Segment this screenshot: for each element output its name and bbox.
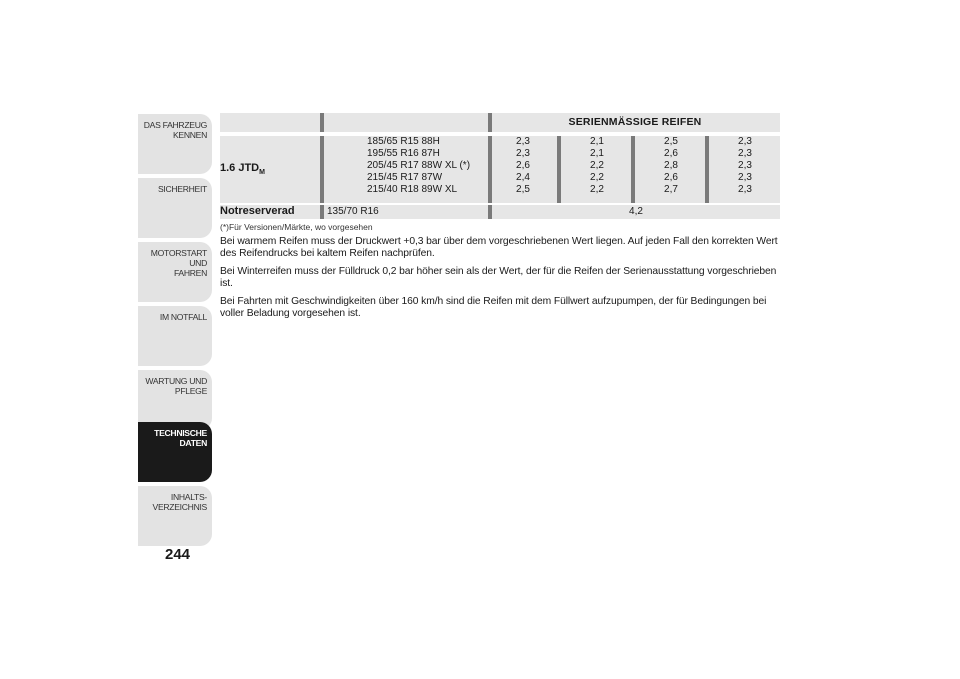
paragraph-winter-tyres: Bei Winterreifen muss der Fülldruck 0,2 bar höher sein als der Wert, der für die Reifen der Serienausstattung vorgeschrieben ist. bbox=[220, 266, 777, 289]
paragraph-warm-tyres: Bei warmem Reifen muss der Druckwert +0,3 bar über dem vorgeschriebenen Wert liegen. Auf jeden Fall den korrekten Wert des Reifendrucks bei kaltem Reifen nachprüfen. bbox=[220, 236, 778, 259]
tab-das-fahrzeug-kennen[interactable]: DAS FAHRZEUG KENNEN bbox=[138, 114, 212, 174]
pressure-value: 2,2 bbox=[590, 184, 604, 195]
tab-technische-daten[interactable]: TECHNISCHE DATEN bbox=[138, 422, 212, 482]
pressure-value: 2,5 bbox=[516, 184, 530, 195]
reserve-wheel-label: Notreserverad bbox=[220, 205, 295, 217]
tab-inhaltsverzeichnis[interactable]: INHALTS- VERZEICHNIS bbox=[138, 486, 212, 546]
column-divider bbox=[705, 136, 709, 203]
pressure-value: 2,6 bbox=[664, 172, 678, 183]
pressure-column-3 bbox=[646, 136, 696, 196]
reserve-pressure-value: 4,2 bbox=[629, 206, 643, 217]
engine-label: 1.6 $JTD_M$ bbox=[220, 162, 265, 177]
tyre-pressure-table bbox=[220, 113, 780, 219]
pressure-value: 2,6 bbox=[664, 148, 678, 159]
page-number: 244 bbox=[165, 546, 191, 563]
pressure-value: 2,3 bbox=[738, 148, 752, 159]
pressure-value: 2,2 bbox=[590, 160, 604, 171]
table-row-reserve bbox=[220, 205, 780, 219]
tab-motorstart-und-fahren[interactable]: MOTORSTART UND FAHREN bbox=[138, 242, 212, 302]
pressure-column-4 bbox=[720, 136, 770, 196]
pressure-value: 2,3 bbox=[738, 172, 752, 183]
column-divider bbox=[320, 136, 324, 203]
column-divider bbox=[320, 113, 324, 132]
column-divider bbox=[320, 205, 324, 219]
pressure-value: 2,3 bbox=[738, 160, 752, 171]
pressure-value: 2,3 bbox=[738, 136, 752, 147]
pressure-value: 2,8 bbox=[664, 160, 678, 171]
tab-wartung-und-pflege[interactable]: WARTUNG UND PFLEGE bbox=[138, 370, 212, 430]
column-divider bbox=[557, 136, 561, 203]
pressure-value: 2,1 bbox=[590, 148, 604, 159]
pressure-value: 2,7 bbox=[664, 184, 678, 195]
pressure-value: 2,5 bbox=[664, 136, 678, 147]
tab-sicherheit[interactable]: SICHERHEIT bbox=[138, 178, 212, 238]
pressure-value: 2,3 bbox=[516, 148, 530, 159]
pressure-column-2 bbox=[572, 136, 622, 196]
tyre-size: 205/45 R17 88W XL (*) bbox=[367, 160, 471, 171]
table-header-row bbox=[220, 113, 780, 132]
pressure-value: 2,1 bbox=[590, 136, 604, 147]
paragraph-high-speed: Bei Fahrten mit Geschwindigkeiten über 160 km/h sind die Reifen mit dem Füllwert aufzupumpen, der für Bedingungen bei voller Beladung vorgesehen ist. bbox=[220, 296, 767, 319]
column-divider bbox=[631, 136, 635, 203]
pressure-column-1 bbox=[498, 136, 548, 196]
pressure-value: 2,4 bbox=[516, 172, 530, 183]
pressure-value: 2,2 bbox=[590, 172, 604, 183]
table-footnote: (*)Für Versionen/Märkte, wo vorgesehen bbox=[220, 222, 373, 232]
main-content bbox=[220, 113, 780, 327]
tyre-size: 215/40 R18 89W XL bbox=[367, 184, 458, 195]
column-divider bbox=[488, 136, 492, 203]
tyre-size: 215/45 R17 87W bbox=[367, 172, 443, 183]
tab-im-notfall[interactable]: IM NOTFALL bbox=[138, 306, 212, 366]
reserve-tyre-size: 135/70 R16 bbox=[327, 206, 379, 217]
pressure-value: 2,3 bbox=[516, 136, 530, 147]
table-header-title: SERIENMÄSSIGE REIFEN bbox=[568, 116, 702, 128]
pressure-value: 2,6 bbox=[516, 160, 530, 171]
table-row bbox=[220, 136, 780, 203]
pressure-value: 2,3 bbox=[738, 184, 752, 195]
tyre-size: 185/65 R15 88H bbox=[367, 136, 440, 147]
tyre-size: 195/55 R16 87H bbox=[367, 148, 440, 159]
tyre-size-list bbox=[367, 136, 487, 196]
